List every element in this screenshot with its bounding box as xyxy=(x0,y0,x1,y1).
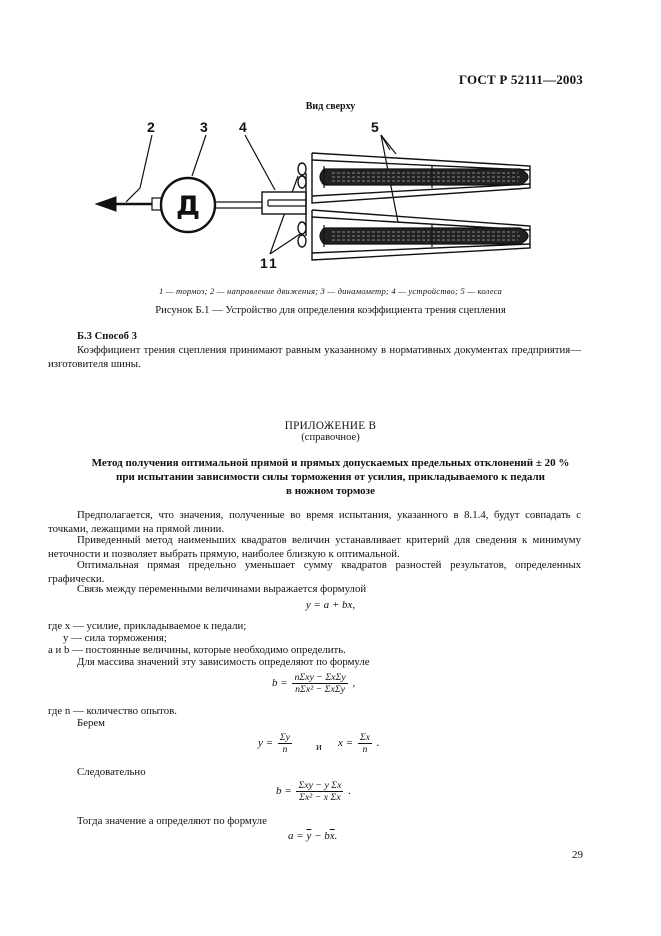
page-number: 29 xyxy=(572,849,583,861)
formula-3b: x = $\frac{\Sigma x}{n}$ . xyxy=(338,732,380,755)
dynamometer-letter: Д xyxy=(175,191,201,222)
where-ab: a и b — постоянные величины, которые необходимо определить. xyxy=(48,644,346,656)
formula-5: $a = \overline{y} - b\overline{x}$. xyxy=(288,830,338,842)
paragraph-5: Для массива значений эту зависимость определяют по формуле xyxy=(77,656,370,668)
appendix-title: ПРИЛОЖЕНИЕ В xyxy=(284,420,377,432)
appendix-heading-line1: Метод получения оптимальной прямой и прямых допускаемых предельных отклонений ± 20 % xyxy=(91,457,570,469)
paragraph-3: Оптимальная прямая предельно уменьшает сумму квадратов разностей результатов, определенных графически. xyxy=(48,559,581,586)
therefore-label: Следовательно xyxy=(77,766,146,778)
paragraph-1: Предполагается, что значения, полученные во время испытания, указанного в 8.1.4, будут совпадать с точками, лежащими на прямой линии. xyxy=(48,509,581,536)
appendix-heading-line3: в ножном тормозе xyxy=(286,485,375,497)
connector-block xyxy=(152,198,161,210)
where-n: где n — количество опытов. xyxy=(48,705,177,717)
callout-2: 2 xyxy=(147,119,155,135)
callout-leader-2 xyxy=(126,135,152,202)
figure-legend: 1 — тормоз; 2 — направление движения; 3 — динамометр; 4 — устройство; 5 — колеса xyxy=(158,286,503,296)
where-y: y — сила торможения; xyxy=(63,632,167,644)
formula-3a: y = $\frac{\Sigma y}{n}$ xyxy=(258,732,290,755)
direction-arrow xyxy=(96,197,152,211)
standard-code: ГОСТ Р 52111—2003 xyxy=(458,72,583,87)
formula-2: b = $\frac{\text{nΣxy − ΣxΣy}}{\text{nΣx² − ΣxΣy}}$ , xyxy=(272,672,356,695)
appendix-subtitle: (справочное) xyxy=(301,432,360,443)
appendix-heading-line2: при испытании зависимости силы торможения от усилия, прикладываемого к педали xyxy=(115,471,546,483)
section-b3-text: Коэффициент трения сцепления принимают равным указанному в нормативных документах предприятия—изготовителя шины. xyxy=(48,344,581,371)
callout-leader-4 xyxy=(245,135,275,190)
paragraph-2: Приведенный метод наименьших квадратов величин устанавливает критерий для сведения к минимуму неточности и позволяет выбрать прямую, наиболее близкую к оптимальной. xyxy=(48,534,581,561)
formula-1: y = a + bx, xyxy=(305,599,356,611)
where-x: где x — усилие, прикладываемое к педали; xyxy=(48,620,247,632)
formula-3-and: и xyxy=(316,741,322,753)
paragraph-4: Связь между переменными величинами выражается формулой xyxy=(77,583,367,595)
figure-caption: Рисунок Б.1 — Устройство для определения коэффициента трения сцепления xyxy=(155,305,506,316)
lower-wheel xyxy=(320,225,528,247)
view-label: Вид сверху xyxy=(305,101,356,112)
take-label: Берем xyxy=(77,717,106,729)
callout-5: 5 xyxy=(371,119,379,135)
device-4 xyxy=(262,192,306,214)
callout-1b: 1 xyxy=(269,255,277,271)
callout-3: 3 xyxy=(200,119,208,135)
section-b3-heading: Б.3 Способ 3 xyxy=(77,331,137,342)
callout-1: 1 xyxy=(260,255,268,271)
brake-device-figure xyxy=(90,118,560,276)
callout-leader-3 xyxy=(192,135,206,176)
formula-4: b = $\frac{\text{Σxy − y Σx}}{\text{Σx² − x Σx}}$ . xyxy=(276,780,351,803)
paragraph-6: Тогда значение a определяют по формуле xyxy=(77,815,267,827)
callout-4: 4 xyxy=(239,119,247,135)
upper-wheel xyxy=(320,166,528,188)
